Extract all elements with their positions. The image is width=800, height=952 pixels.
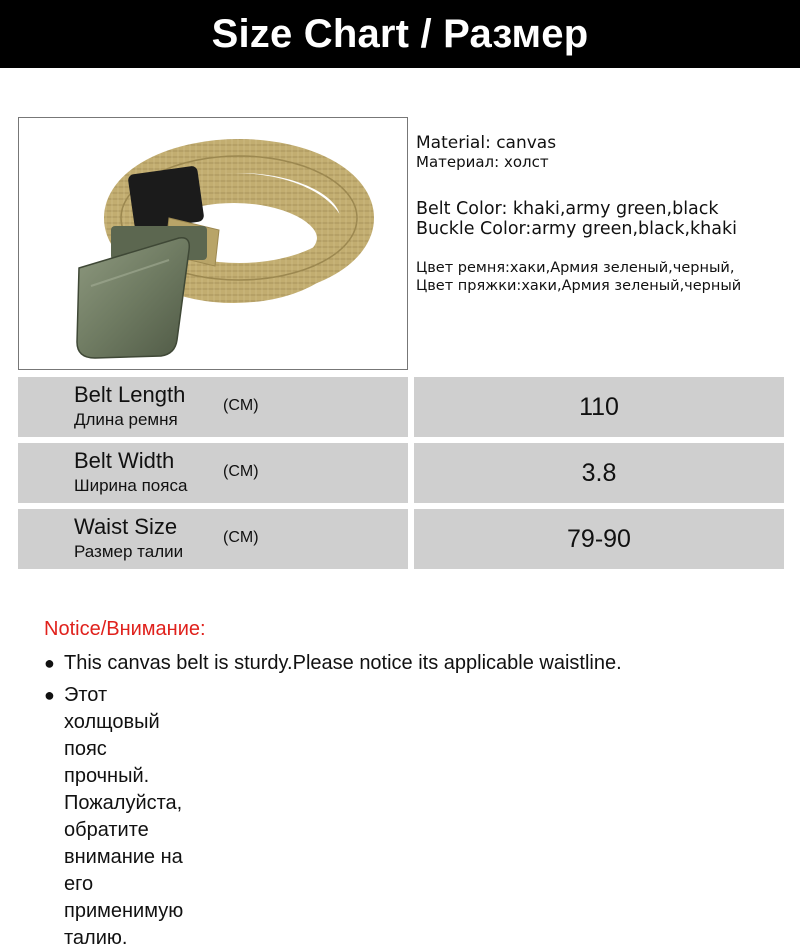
- size-label-ru: Длина ремня: [74, 410, 178, 429]
- belt-color-en: Belt Color: khaki,army green,black: [416, 199, 719, 219]
- bullet-dot-icon: ●: [44, 653, 55, 673]
- size-row-label-cell: [18, 443, 408, 503]
- size-value: 3.8: [581, 458, 617, 487]
- belt-keeper: [127, 165, 204, 230]
- size-label-en: Belt Length: [74, 382, 186, 407]
- colors-info-en: [416, 199, 737, 239]
- size-value: 110: [579, 392, 619, 421]
- material-info: [416, 133, 556, 171]
- size-unit: (CM): [223, 529, 259, 546]
- size-row-width: [0, 443, 800, 503]
- buckle-plate: [77, 238, 189, 358]
- bullet-dot-icon: ●: [44, 685, 55, 705]
- size-row-value-cell: [414, 443, 784, 503]
- size-label-ru: Размер талии: [74, 542, 184, 561]
- notice-text-ru: Этот холщовый пояс прочный. Пожалуйста, обратите внимание на его применимую талию.: [64, 684, 184, 949]
- page-title: Size Chart / Размер: [211, 11, 589, 56]
- size-row-length: [0, 377, 800, 437]
- product-photo: [18, 117, 408, 370]
- size-unit: (CM): [223, 397, 259, 414]
- size-label-en: Belt Width: [74, 448, 175, 473]
- buckle-color-en: Buckle Color:army green,black,khaki: [416, 219, 737, 239]
- notice-title: Notice/Внимание:: [44, 618, 206, 640]
- belt-color-ru: Цвет ремня:хаки,Армия зеленый,черный,: [416, 260, 735, 276]
- header-bar: [0, 0, 800, 68]
- size-label-ru: Ширина пояса: [74, 476, 188, 495]
- belt-illustration: [19, 118, 409, 371]
- size-row-value-cell: [414, 377, 784, 437]
- size-unit: (CM): [223, 463, 259, 480]
- size-row-waist: [0, 509, 800, 569]
- material-en: Material: canvas: [416, 133, 557, 153]
- colors-info-ru: [416, 259, 741, 295]
- size-value: 79-90: [567, 524, 631, 553]
- notice-text-en: This canvas belt is sturdy.Please notice its applicable waistline.: [64, 652, 622, 674]
- size-label-en: Waist Size: [74, 514, 178, 539]
- size-row-label-cell: [18, 509, 408, 569]
- size-row-label-cell: [18, 377, 408, 437]
- size-row-value-cell: [414, 509, 784, 569]
- material-ru: Материал: холст: [416, 153, 549, 171]
- buckle-color-ru: Цвет пряжки:хаки,Армия зеленый,черный: [416, 278, 742, 294]
